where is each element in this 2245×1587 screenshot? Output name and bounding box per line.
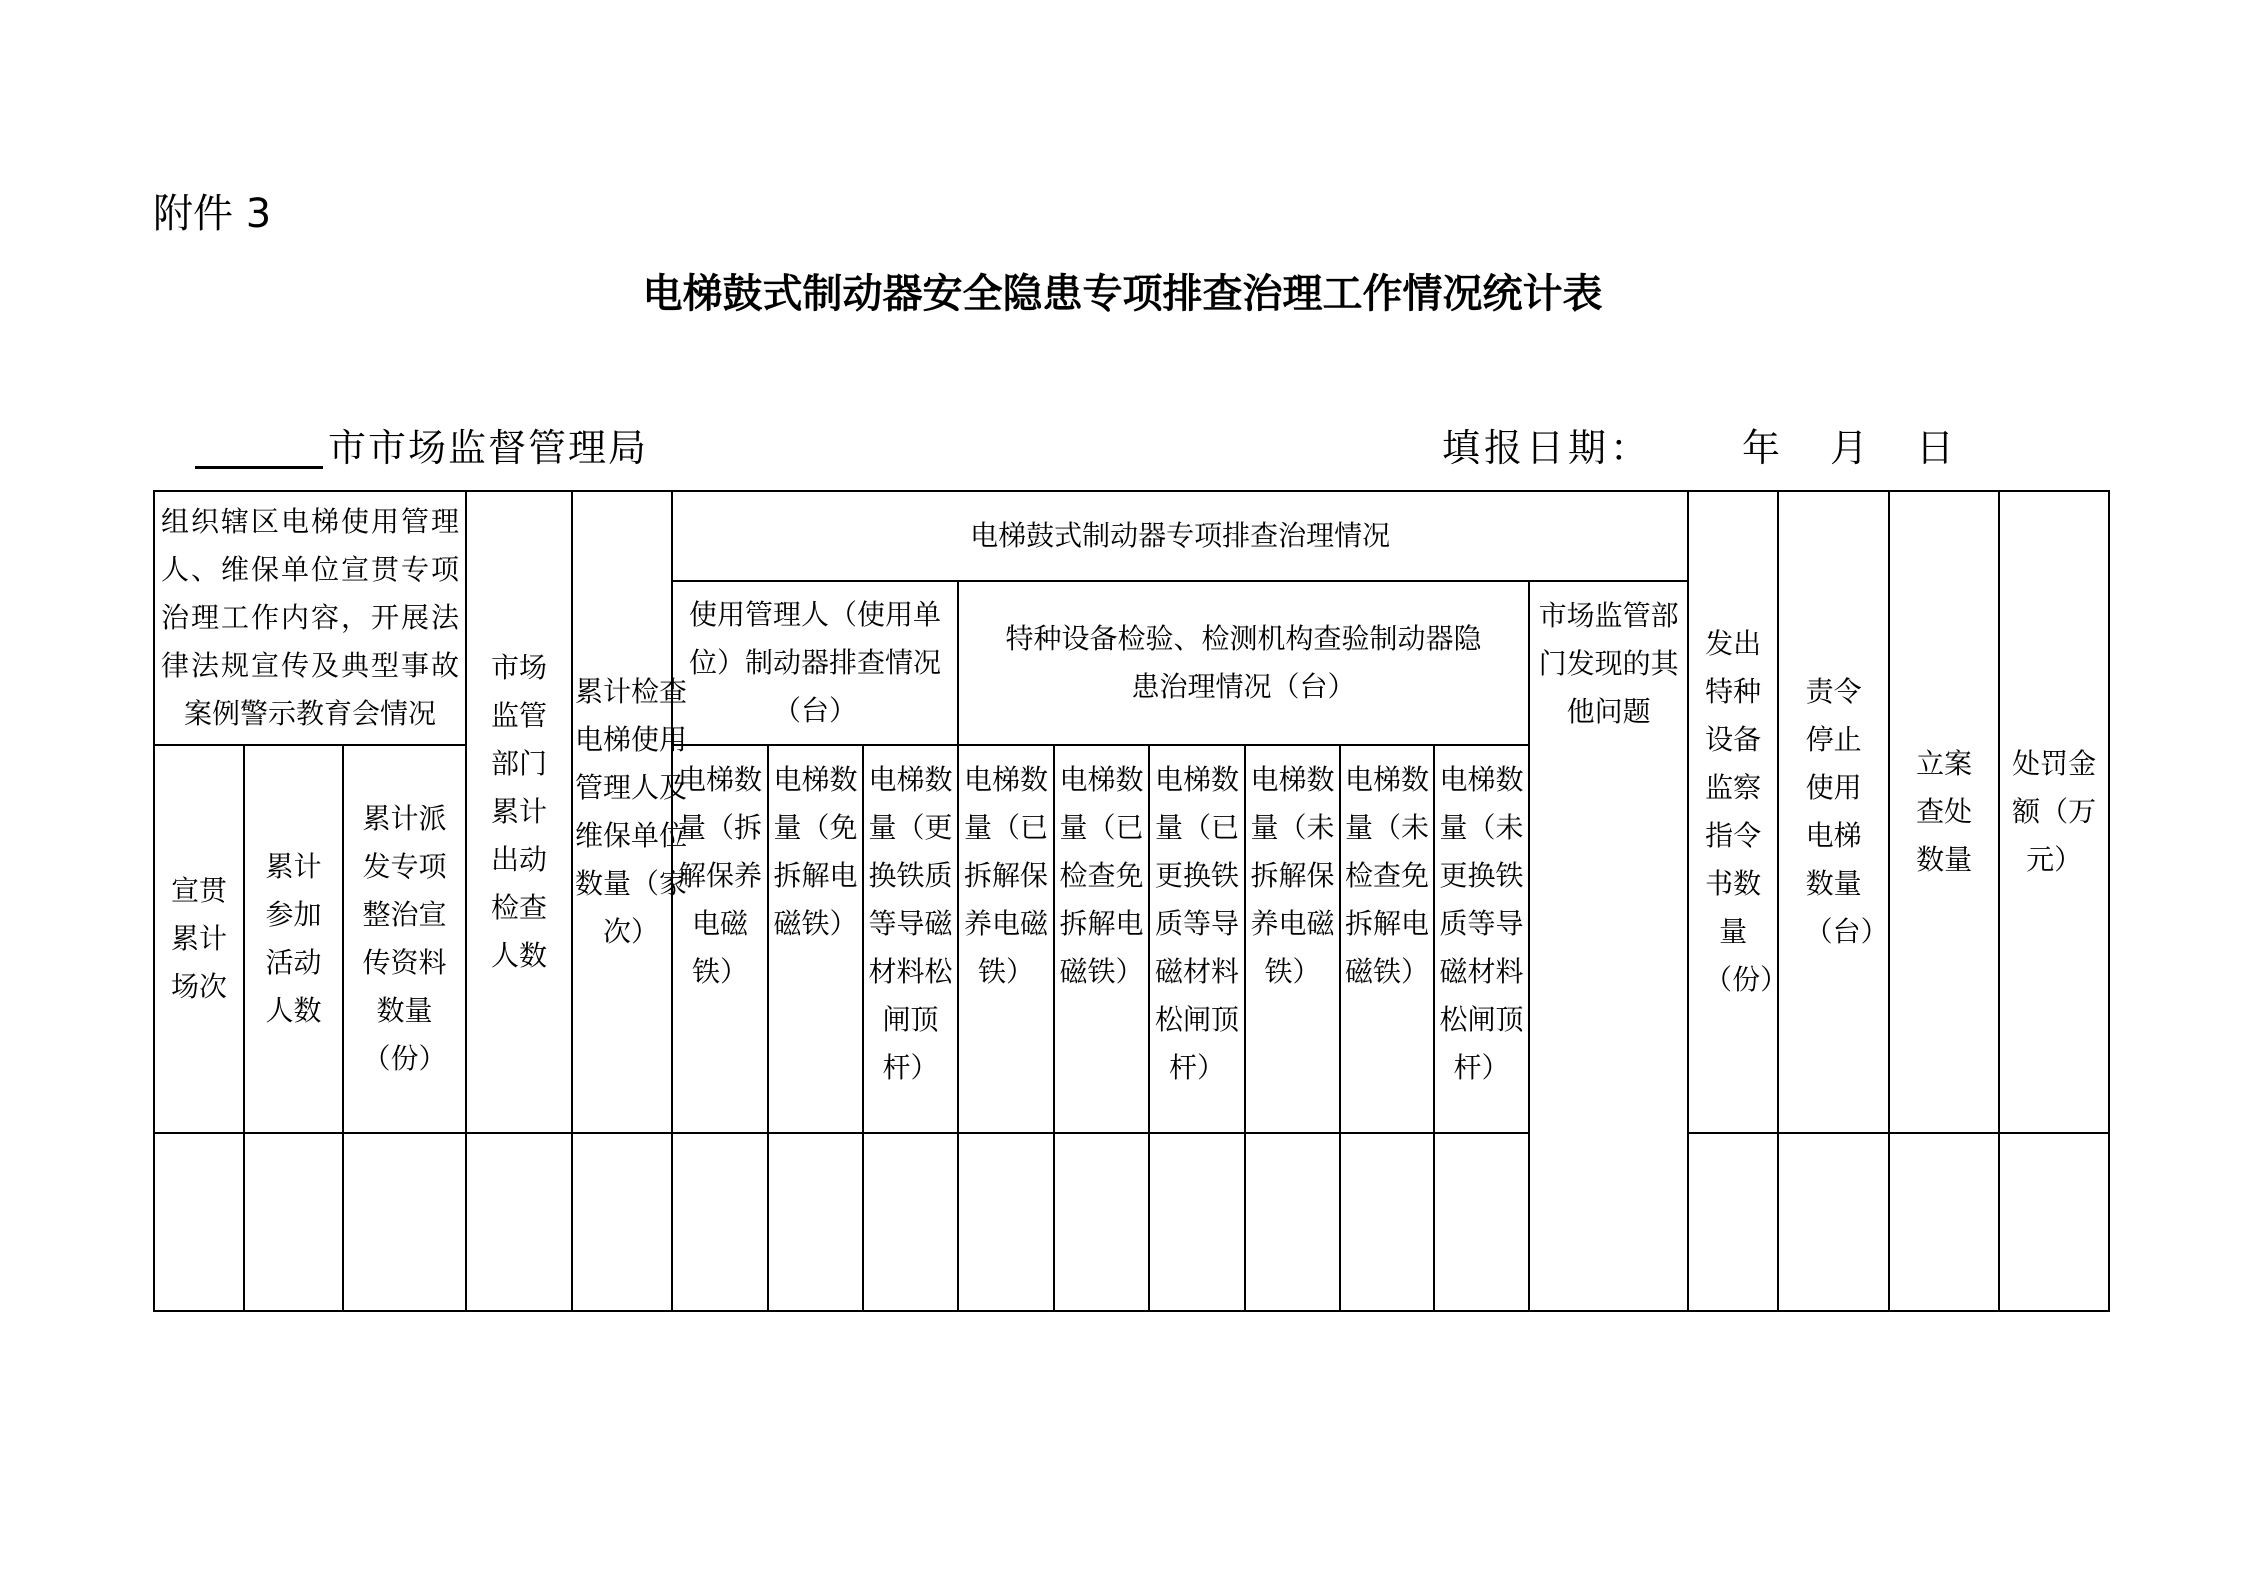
inspectors-header-text: 市场监管部门累计出动检查人数 (491, 651, 548, 972)
orders-header-text: 发出特种设备监察指令书数量（份） (1704, 627, 1789, 996)
cases-header (1889, 491, 1999, 1133)
agency-col-2 (1054, 745, 1149, 1133)
agency-group-header-text: 特种设备检验、检测机构查验制动器隐患治理情况（台） (1005, 622, 1482, 703)
orders-header (1688, 491, 1789, 1133)
document-title: 电梯鼓式制动器安全隐患专项排查治理工作情况统计表 (642, 271, 1603, 317)
stop-use-header (1778, 491, 1889, 1133)
participants-header (244, 745, 343, 1133)
agency-col-3 (1149, 745, 1245, 1133)
user-col-1 (672, 745, 768, 1133)
sessions-header-text: 宣贯累计场次 (170, 874, 227, 1003)
data-cell[interactable] (958, 1133, 1054, 1311)
units-header-text: 累计检查电梯使用管理人及维保单位数量（家次） (575, 675, 688, 948)
data-cell[interactable] (1340, 1133, 1434, 1311)
data-cell[interactable] (863, 1133, 958, 1311)
data-cell[interactable] (672, 1133, 768, 1311)
fill-date-label: 填报日期： (1442, 426, 1653, 470)
agency-col-5-text: 电梯数量（未检查免拆解电磁铁） (1345, 763, 1430, 988)
attachment-label: 附件 3 (153, 191, 272, 237)
month-label: 月 (1830, 426, 1869, 470)
agency-col-2-text: 电梯数量（已检查免拆解电磁铁） (1059, 763, 1144, 988)
other-issues-header-text: 市场监管部门发现的其他问题 (1538, 599, 1679, 728)
data-cell[interactable] (1688, 1133, 1778, 1311)
publicity-header-text: 组织辖区电梯使用管理人、维保单位宣贯专项治理工作内容，开展法律法规宣传及典型事故案例警示教育会情况 (161, 505, 460, 730)
day-label: 日 (1916, 426, 1955, 470)
agency-col-6 (1434, 745, 1529, 1133)
data-cell[interactable] (572, 1133, 672, 1311)
data-cell[interactable] (1245, 1133, 1340, 1311)
data-cell[interactable] (1054, 1133, 1149, 1311)
user-col-2 (768, 745, 863, 1133)
fine-header (1999, 491, 2109, 1133)
agency-group-header (958, 581, 1529, 745)
agency-col-3-text: 电梯数量（已更换铁质等导磁材料松闸顶杆） (1155, 763, 1240, 1084)
year-label: 年 (1742, 426, 1781, 470)
data-cell[interactable] (343, 1133, 466, 1311)
data-cell[interactable] (154, 1133, 244, 1311)
agency-col-6-text: 电梯数量（未更换铁质等导磁材料松闸顶杆） (1439, 763, 1524, 1084)
agency-col-4-text: 电梯数量（未拆解保养电磁铁） (1250, 763, 1335, 988)
bureau-label: 市市场监督管理局 (328, 426, 649, 470)
user-col-2-text: 电梯数量（免拆解电磁铁） (773, 763, 858, 940)
main-group-header (672, 491, 1688, 581)
agency-col-1 (958, 745, 1054, 1133)
data-cell[interactable] (1999, 1133, 2109, 1311)
sessions-header (154, 745, 244, 1133)
agency-col-5 (1340, 745, 1434, 1133)
data-cell[interactable] (244, 1133, 343, 1311)
city-blank-line (195, 420, 323, 469)
statistics-table (153, 490, 2110, 1312)
agency-col-1-text: 电梯数量（已拆解保养电磁铁） (964, 763, 1049, 988)
data-cell[interactable] (1434, 1133, 1529, 1311)
data-cell[interactable] (768, 1133, 863, 1311)
inspectors-header (466, 491, 572, 1133)
user-col-1-text: 电梯数量（拆解保养电磁铁） (678, 763, 763, 988)
user-group-header (672, 581, 958, 745)
fine-header-text: 处罚金额（万元） (2012, 747, 2097, 876)
form-meta-line (0, 420, 2245, 476)
publicity-header (154, 491, 466, 745)
agency-col-4 (1245, 745, 1340, 1133)
data-cell[interactable] (1889, 1133, 1999, 1311)
materials-header-text: 累计派发专项整治宣传资料数量（份） (362, 802, 447, 1075)
materials-header (343, 745, 466, 1133)
main-group-header-text: 电梯鼓式制动器专项排查治理情况 (970, 519, 1391, 552)
user-col-3-text: 电梯数量（更换铁质等导磁材料松闸顶杆） (868, 763, 953, 1084)
stop-use-header-text: 责令停止使用电梯数量（台） (1804, 675, 1889, 948)
data-row (154, 1133, 2109, 1311)
other-issues-header (1529, 581, 1688, 1311)
data-cell[interactable] (1778, 1133, 1889, 1311)
units-header (572, 491, 688, 1133)
cases-header-text: 立案查处数量 (1916, 747, 1973, 876)
data-cell[interactable] (1149, 1133, 1245, 1311)
user-group-header-text: 使用管理人（使用单位）制动器排查情况（台） (689, 598, 942, 727)
user-col-3 (863, 745, 958, 1133)
data-cell[interactable] (466, 1133, 572, 1311)
participants-header-text: 累计参加活动人数 (265, 850, 322, 1027)
